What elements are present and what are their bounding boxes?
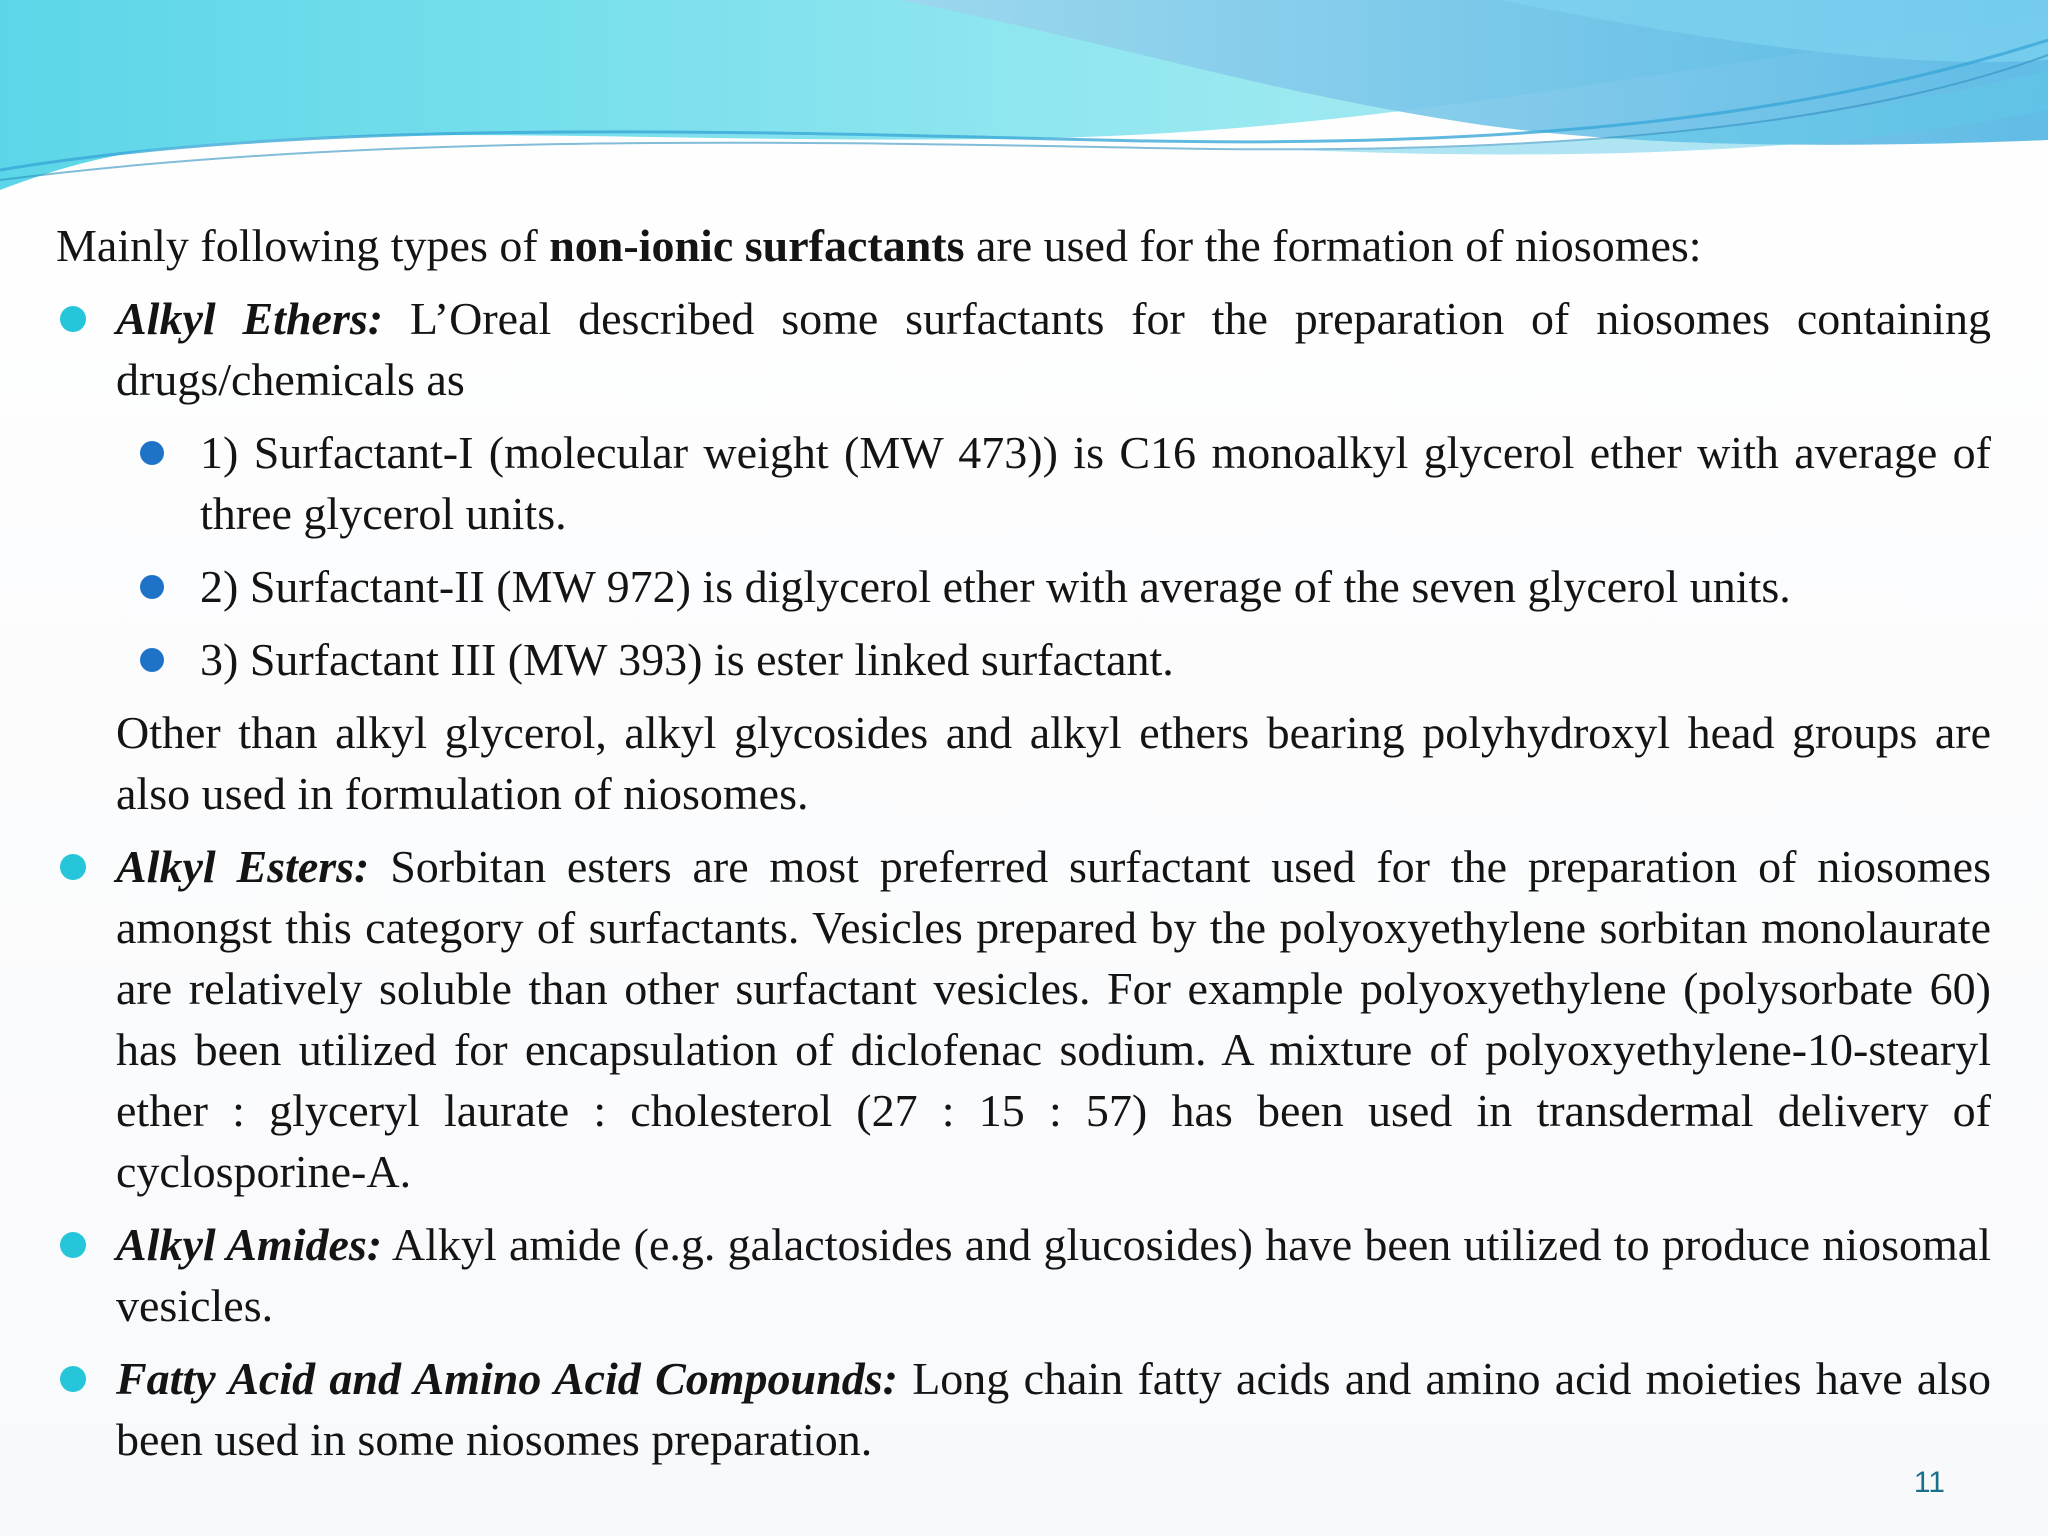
item-heading: Alkyl Amides: — [116, 1219, 383, 1270]
ethers-note: Other than alkyl glycerol, alkyl glycosides and alkyl ethers bearing polyhydroxyl head groups are also used in formulation of niosomes. — [116, 707, 1991, 819]
item-text: Sorbitan esters are most preferred surfactant used for the preparation of niosomes amongst this category of surfactants. Vesicles prepared by the polyoxyethylene sorbitan monolaurate are relatively soluble than other surfactant vesicles. For example polyoxyethylene (polysorbate 60) has been utilized for encapsulation of diclofenac sodium. A mixture of polyoxyethylene-10-stearyl ether : glyceryl laurate : cholesterol (27 : 15 : 57) has been used in transdermal delivery of cyclosporine-A. — [116, 841, 1992, 1197]
page-number: 11 — [1913, 1466, 1945, 1499]
intro-after: are used for the formation of niosomes: — [964, 220, 1702, 271]
header-wave-decoration — [0, 0, 2048, 240]
item-text: Long chain fatty acids and amino acid moieties have also been used in some niosomes preparation. — [116, 1353, 1991, 1465]
subitem-surfactant-2 — [140, 556, 1991, 617]
subitem-text: 1) Surfactant-I (molecular weight (MW 473)) is C16 monoalkyl glycerol ether with average of three glycerol units. — [200, 427, 1991, 539]
item-alkyl-ethers — [56, 288, 1991, 410]
item-fatty-amino-acid — [56, 1348, 1991, 1470]
item-text: Alkyl amide (e.g. galactosides and glucosides) have been utilized to produce niosomal vesicles. — [116, 1219, 1991, 1331]
sub-bullet-dot-icon — [140, 441, 164, 465]
slide-content — [56, 215, 1991, 1482]
item-alkyl-amides — [56, 1214, 1991, 1336]
subitem-text: 3) Surfactant III (MW 393) is ester linked surfactant. — [200, 634, 1174, 685]
subitem-surfactant-1 — [140, 422, 1991, 544]
bullet-dot-icon — [60, 1366, 86, 1392]
subitem-text: 2) Surfactant-II (MW 972) is diglycerol ether with average of the seven glycerol units. — [200, 561, 1791, 612]
item-alkyl-esters — [56, 836, 1991, 1202]
bullet-dot-icon — [60, 854, 86, 880]
sub-bullet-dot-icon — [140, 575, 164, 599]
item-heading: Fatty Acid and Amino Acid Compounds: — [116, 1353, 898, 1404]
bullet-dot-icon — [60, 1232, 86, 1258]
intro-before: Mainly following types of — [56, 220, 550, 271]
intro-bold: non-ionic surfactants — [549, 220, 965, 271]
item-heading: Alkyl Esters: — [116, 841, 370, 892]
sub-bullet-dot-icon — [140, 648, 164, 672]
item-heading: Alkyl Ethers: — [116, 293, 384, 344]
intro-line — [56, 215, 1991, 276]
bullet-dot-icon — [60, 306, 86, 332]
subitem-surfactant-3 — [140, 629, 1991, 690]
item-text: L’Oreal described some surfactants for the preparation of niosomes containing drugs/chemicals as — [116, 293, 1991, 405]
